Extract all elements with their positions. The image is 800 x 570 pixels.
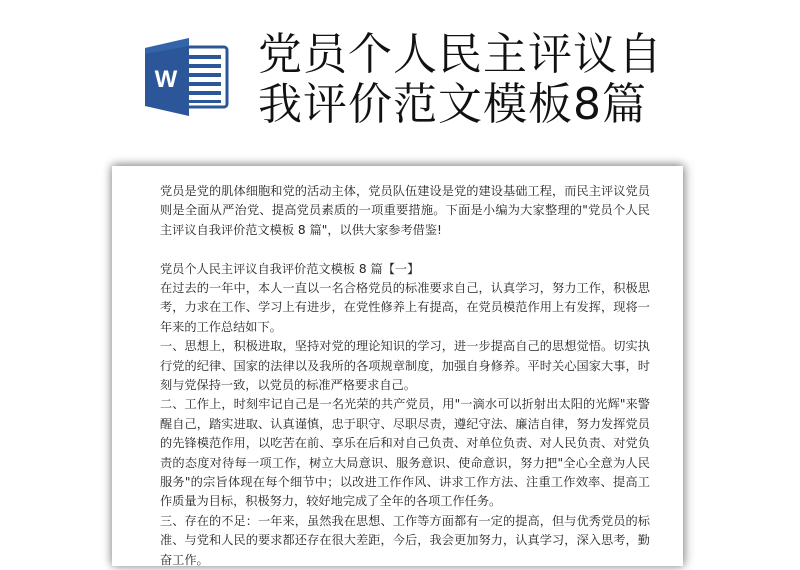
body-paragraph: 二、工作上，时刻牢记自己是一名光荣的共产党员，用"一滴水可以折射出太阳的光辉"来警醒自己，踏实进取、认真谨慎，忠于职守、尽职尽责，遵纪守法、廉洁自律，努力发挥党员的先锋模范作用，以吃苦在前、享乐在后和对自己负责、对单位负责、对人民负责、对党负责的态度对待每一项工作，树立大局意识、服务意识、使命意识，努力把"全心全意为人民服务"的宗旨体现在每个细节中；以改进工作作风、讲求工作方法、注重工作效率、提高工作质量为目标，积极努力，较好地完成了全年的各项工作任务。 xyxy=(160,397,650,509)
header xyxy=(0,0,800,150)
document-page xyxy=(112,166,683,566)
body-paragraph: 一、思想上，积极进取，坚持对党的理论知识的学习，进一步提高自己的思想觉悟。切实执行党的纪律、国家的法律以及我所的各项规章制度，加强自身修养。平时关心国家大事，时刻与党保持一致，以党员的标准严格要求自己。 xyxy=(160,339,650,393)
word-document-icon xyxy=(143,38,229,116)
section-heading: 党员个人民主评议自我评价范文模板 8 篇【一】 xyxy=(160,261,420,276)
body-paragraph: 在过去的一年中，本人一直以一名合格党员的标准要求自己，认真学习，努力工作，积极思考，力求在工作、学习上有进步，在党性修养上有提高，在党员模范作用上有发挥，现将一年来的工作总结如下。 xyxy=(160,281,650,334)
body-paragraph: 三、存在的不足：一年来，虽然我在思想、工作等方面都有一定的提高，但与优秀党员的标准、与党和人民的要求都还存在很大差距，今后，我会更加努力，认真学习，深入思考，勤奋工作。 xyxy=(160,513,650,567)
intro-paragraph: 党员是党的肌体细胞和党的活动主体，党员队伍建设是党的建设基础工程，而民主评议党员则是全面从严治党、提高党员素质的一项重要措施。下面是小编为大家整理的"党员个人民主评议自我评价范文模板 8 篇"，以供大家参考借鉴! xyxy=(160,184,650,237)
paragraph-gap xyxy=(160,240,650,259)
page-title: 党员个人民主评议自我评价范文模板8篇 xyxy=(258,29,663,130)
svg-text:W: W xyxy=(154,66,178,93)
document-body xyxy=(160,182,650,570)
